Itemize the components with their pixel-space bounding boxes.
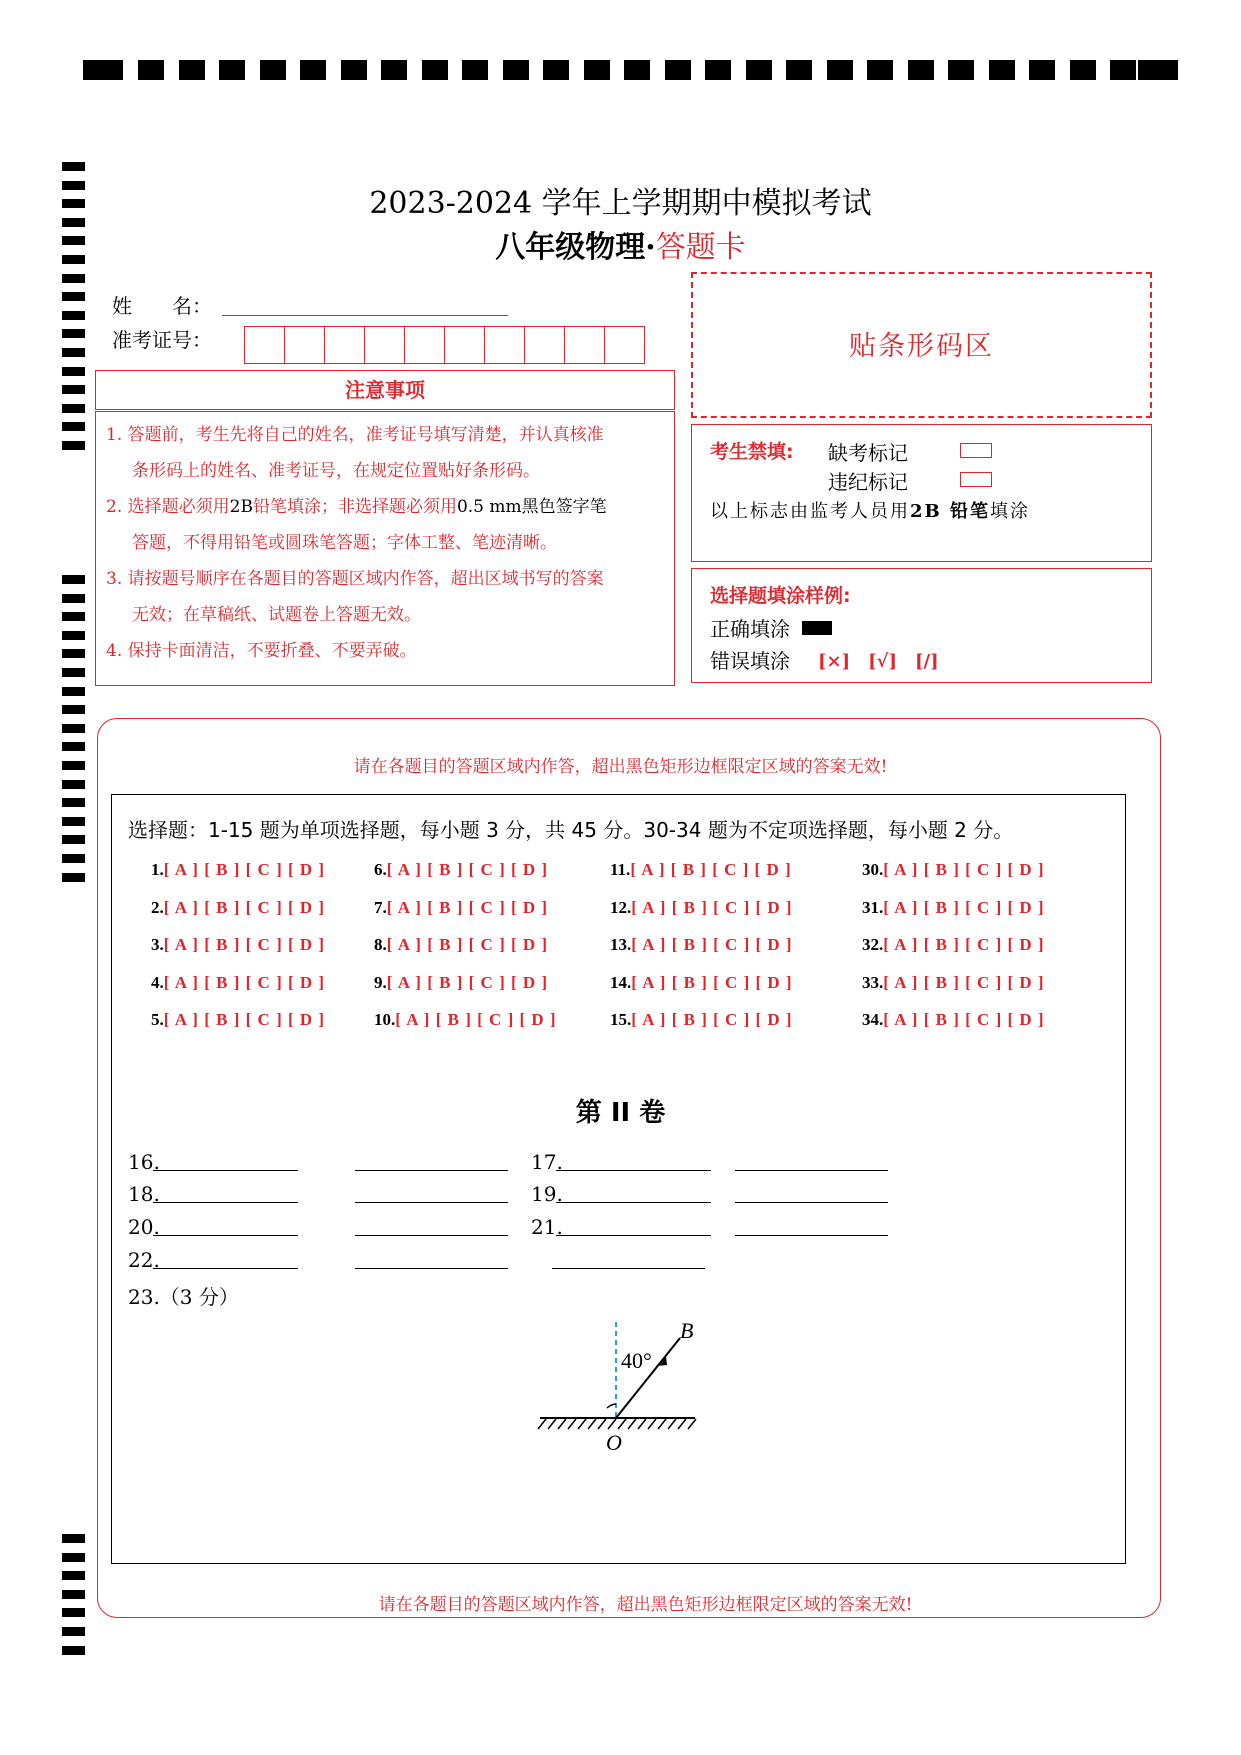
timing-mark xyxy=(62,385,85,394)
timing-mark xyxy=(179,60,205,80)
warning-bottom: 请在各题目的答题区域内作答，超出黑色矩形边框限定区域的答案无效! xyxy=(378,1595,913,1615)
answer-line[interactable] xyxy=(355,1268,508,1269)
answer-line[interactable] xyxy=(735,1235,888,1236)
timing-mark xyxy=(62,798,85,807)
timing-mark xyxy=(462,60,488,80)
id-digit-box[interactable] xyxy=(525,327,565,363)
timing-mark xyxy=(219,60,245,80)
timing-mark xyxy=(746,60,772,80)
timing-mark xyxy=(1138,60,1178,80)
timing-mark xyxy=(62,817,85,826)
choice-question[interactable] xyxy=(151,1010,325,1030)
choice-question[interactable] xyxy=(151,935,325,955)
answer-line[interactable] xyxy=(153,1170,298,1171)
answer-options[interactable]: [ A ] [ B ] [ C ] [ D ] xyxy=(386,973,549,992)
choice-question[interactable] xyxy=(862,898,1045,918)
answer-options[interactable]: [ A ] [ B ] [ C ] [ D ] xyxy=(163,935,326,954)
forbidden-label: 考生禁填: xyxy=(710,441,794,463)
timing-mark xyxy=(62,687,85,696)
answer-options[interactable]: [ A ] [ B ] [ C ] [ D ] xyxy=(631,1010,793,1029)
answer-options[interactable]: [ A ] [ B ] [ C ] [ D ] xyxy=(631,973,793,992)
answer-options[interactable]: [ A ] [ B ] [ C ] [ D ] xyxy=(883,935,1045,954)
violation-label: 违纪标记 xyxy=(828,470,908,494)
timing-mark xyxy=(62,705,85,714)
angle-label: 40° xyxy=(621,1348,652,1373)
id-digit-box[interactable] xyxy=(285,327,325,363)
barcode-area xyxy=(691,272,1152,418)
timing-mark xyxy=(989,60,1015,80)
choice-instructions: 选择题：1-15 题为单项选择题，每小题 3 分，共 45 分。30-34 题为不定项选择题，每小题 2 分。 xyxy=(128,818,1014,842)
answer-options[interactable]: [ A ] [ B ] [ C ] [ D ] xyxy=(630,860,792,879)
answer-line[interactable] xyxy=(355,1235,508,1236)
question-number: 30. xyxy=(862,860,884,879)
name-label: 姓 名： xyxy=(112,294,212,318)
question-number: 32. xyxy=(862,935,884,954)
question-number: 19. xyxy=(531,1182,563,1206)
question-number: 6. xyxy=(374,860,387,879)
choice-question[interactable] xyxy=(862,860,1045,880)
timing-mark xyxy=(908,60,934,80)
question-number: 8. xyxy=(374,935,387,954)
answer-options[interactable]: [ A ] [ B ] [ C ] [ D ] xyxy=(883,898,1045,917)
reflection-diagram[interactable] xyxy=(530,1320,710,1460)
choice-question[interactable] xyxy=(151,973,325,993)
id-digit-box[interactable] xyxy=(325,327,365,363)
wrong-label: 错误填涂 xyxy=(710,649,790,673)
answer-options[interactable]: [ A ] [ B ] [ C ] [ D ] xyxy=(386,935,549,954)
violation-checkbox[interactable] xyxy=(960,472,992,487)
timing-mark xyxy=(62,780,85,789)
choice-question[interactable] xyxy=(374,860,548,880)
timing-mark xyxy=(1070,60,1096,80)
choice-question[interactable] xyxy=(610,860,792,880)
timing-mark xyxy=(665,60,691,80)
answer-line[interactable] xyxy=(735,1170,888,1171)
absent-checkbox[interactable] xyxy=(960,443,992,458)
timing-mark xyxy=(422,60,448,80)
notice-title: 注意事项 xyxy=(95,370,675,410)
timing-mark xyxy=(1110,60,1136,80)
answer-line[interactable] xyxy=(355,1170,508,1171)
question-number: 10. xyxy=(374,1010,396,1029)
forbidden-note: 以上标志由监考人员用2B 铅笔填涂 xyxy=(710,501,1031,522)
notice-item: 2. 选择题必须用2B铅笔填涂；非选择题必须用0.5 mm黑色签字笔 xyxy=(106,497,607,517)
question-number: 11. xyxy=(610,860,631,879)
answer-options[interactable]: [ A ] [ B ] [ C ] [ D ] xyxy=(163,1010,326,1029)
exam-id-boxes[interactable] xyxy=(244,326,645,364)
correct-fill-mark xyxy=(802,621,832,635)
timing-mark xyxy=(867,60,893,80)
notice-item-cont: 无效；在草稿纸、试题卷上答题无效。 xyxy=(132,605,421,625)
answer-line[interactable] xyxy=(556,1202,711,1203)
answer-options[interactable]: [ A ] [ B ] [ C ] [ D ] xyxy=(883,973,1045,992)
notice-item-cont: 条形码上的姓名、准考证号，在规定位置贴好条形码。 xyxy=(132,461,540,481)
timing-mark xyxy=(624,60,650,80)
notice-item: 4. 保持卡面清洁，不要折叠、不要弄破。 xyxy=(106,641,417,661)
question-number: 33. xyxy=(862,973,884,992)
answer-line[interactable] xyxy=(355,1202,508,1203)
name-input-line[interactable] xyxy=(222,315,508,316)
fill-sample-box xyxy=(691,568,1152,683)
question-number: 22. xyxy=(128,1248,160,1272)
timing-mark xyxy=(786,60,812,80)
answer-line[interactable] xyxy=(153,1235,298,1236)
answer-options[interactable]: [ A ] [ B ] [ C ] [ D ] xyxy=(163,860,326,879)
notice-item: 1. 答题前，考生先将自己的姓名，准考证号填写清楚，并认真核准 xyxy=(106,425,604,445)
timing-mark xyxy=(62,274,85,283)
timing-mark xyxy=(62,367,85,376)
timing-mark xyxy=(62,441,85,450)
choice-question[interactable] xyxy=(374,898,548,918)
notice-box xyxy=(95,411,675,686)
answer-line[interactable] xyxy=(153,1202,298,1203)
choice-question[interactable] xyxy=(862,1010,1045,1030)
timing-mark xyxy=(62,724,85,733)
barcode-label: 贴条形码区 xyxy=(849,331,994,362)
answer-options[interactable]: [ A ] [ B ] [ C ] [ D ] xyxy=(883,860,1045,879)
answer-options[interactable]: [ A ] [ B ] [ C ] [ D ] xyxy=(163,898,326,917)
question-number: 13. xyxy=(610,935,632,954)
choice-question[interactable] xyxy=(610,973,793,993)
timing-mark xyxy=(62,631,85,640)
timing-mark xyxy=(62,329,85,338)
part2-title: 第 II 卷 xyxy=(575,1098,666,1128)
timing-mark xyxy=(62,612,85,621)
forbidden-box xyxy=(691,424,1152,562)
timing-mark xyxy=(138,60,164,80)
timing-mark xyxy=(543,60,569,80)
choice-question[interactable] xyxy=(610,1010,793,1030)
answer-line[interactable] xyxy=(735,1202,888,1203)
timing-mark xyxy=(62,422,85,431)
timing-mark xyxy=(62,854,85,863)
timing-mark xyxy=(62,649,85,658)
wrong-fill-marks: [×] [√] [/] xyxy=(818,651,939,672)
card-title: 八年级物理·答题卡 xyxy=(495,230,746,265)
timing-mark xyxy=(300,60,326,80)
timing-mark xyxy=(341,60,367,80)
question-number: 7. xyxy=(374,898,387,917)
id-digit-box[interactable] xyxy=(365,327,405,363)
correct-label: 正确填涂 xyxy=(710,617,790,641)
choice-question[interactable] xyxy=(862,973,1045,993)
timing-mark xyxy=(62,1627,85,1636)
question-number: 17. xyxy=(531,1150,563,1174)
answer-line[interactable] xyxy=(556,1235,711,1236)
id-digit-box[interactable] xyxy=(565,327,605,363)
timing-mark xyxy=(62,348,85,357)
choice-question[interactable] xyxy=(862,935,1045,955)
point-label-o: O xyxy=(606,1430,622,1455)
id-digit-box[interactable] xyxy=(245,327,285,363)
id-digit-box[interactable] xyxy=(485,327,525,363)
timing-mark xyxy=(62,311,85,320)
timing-mark xyxy=(62,668,85,677)
choice-question[interactable] xyxy=(374,935,548,955)
timing-mark xyxy=(62,1571,85,1580)
choice-question[interactable] xyxy=(610,898,793,918)
id-digit-box[interactable] xyxy=(405,327,445,363)
timing-mark xyxy=(584,60,610,80)
question-number: 14. xyxy=(610,973,632,992)
question-number: 34. xyxy=(862,1010,884,1029)
question-number: 9. xyxy=(374,973,387,992)
question-number: 12. xyxy=(610,898,632,917)
timing-mark xyxy=(827,60,853,80)
question-number: 2. xyxy=(151,898,164,917)
choice-question[interactable] xyxy=(151,898,325,918)
id-digit-box[interactable] xyxy=(445,327,485,363)
timing-mark xyxy=(83,60,123,80)
timing-mark xyxy=(62,835,85,844)
question-number: 23.（3 分） xyxy=(128,1285,239,1309)
warning-top: 请在各题目的答题区域内作答，超出黑色矩形边框限定区域的答案无效! xyxy=(353,757,888,777)
timing-mark xyxy=(260,60,286,80)
absent-label: 缺考标记 xyxy=(828,441,908,465)
choice-question[interactable] xyxy=(151,860,325,880)
question-number: 31. xyxy=(862,898,884,917)
mirror-hatching xyxy=(538,1419,696,1429)
choice-question[interactable] xyxy=(610,935,793,955)
timing-mark xyxy=(705,60,731,80)
answer-options[interactable]: [ A ] [ B ] [ C ] [ D ] xyxy=(631,935,793,954)
question-number: 16. xyxy=(128,1150,160,1174)
timing-mark xyxy=(62,404,85,413)
timing-mark xyxy=(62,1553,85,1562)
timing-mark xyxy=(62,1534,85,1543)
timing-mark xyxy=(62,594,85,603)
angle-arc xyxy=(607,1404,616,1408)
timing-mark xyxy=(62,742,85,751)
exam-title: 2023-2024 学年上学期期中模拟考试 xyxy=(369,186,872,221)
answer-options[interactable]: [ A ] [ B ] [ C ] [ D ] xyxy=(163,973,326,992)
question-number: 5. xyxy=(151,1010,164,1029)
answer-line[interactable] xyxy=(153,1268,298,1269)
choice-question[interactable] xyxy=(374,1010,557,1030)
sample-title: 选择题填涂样例: xyxy=(710,585,851,607)
timing-mark xyxy=(381,60,407,80)
notice-item-cont: 答题，不得用铅笔或圆珠笔答题；字体工整、笔迹清晰。 xyxy=(132,533,557,553)
question-number: 3. xyxy=(151,935,164,954)
timing-mark xyxy=(503,60,529,80)
ray-label-b: B xyxy=(680,1320,694,1343)
timing-mark xyxy=(62,873,85,882)
timing-mark xyxy=(948,60,974,80)
answer-line[interactable] xyxy=(552,1268,705,1269)
question-number: 1. xyxy=(151,860,164,879)
id-digit-box[interactable] xyxy=(605,327,644,363)
timing-mark xyxy=(62,575,85,584)
id-label: 准考证号： xyxy=(112,328,212,352)
question-number: 15. xyxy=(610,1010,632,1029)
question-number: 21. xyxy=(531,1215,563,1239)
choice-question[interactable] xyxy=(374,973,548,993)
timing-mark xyxy=(62,1646,85,1655)
question-number: 18. xyxy=(128,1182,160,1206)
answer-line[interactable] xyxy=(556,1170,711,1171)
answer-options[interactable]: [ A ] [ B ] [ C ] [ D ] xyxy=(386,860,549,879)
question-number: 4. xyxy=(151,973,164,992)
ray-arrow xyxy=(656,1356,667,1366)
question-number: 20. xyxy=(128,1215,160,1239)
answer-options[interactable]: [ A ] [ B ] [ C ] [ D ] xyxy=(386,898,549,917)
answer-options[interactable]: [ A ] [ B ] [ C ] [ D ] xyxy=(631,898,793,917)
timing-mark xyxy=(1029,60,1055,80)
timing-marks-top xyxy=(0,0,1241,90)
answer-options[interactable]: [ A ] [ B ] [ C ] [ D ] xyxy=(395,1010,557,1029)
notice-item: 3. 请按题号顺序在各题目的答题区域内作答，超出区域书写的答案 xyxy=(106,569,604,589)
timing-mark xyxy=(62,162,85,171)
timing-mark xyxy=(62,292,85,301)
answer-options[interactable]: [ A ] [ B ] [ C ] [ D ] xyxy=(883,1010,1045,1029)
